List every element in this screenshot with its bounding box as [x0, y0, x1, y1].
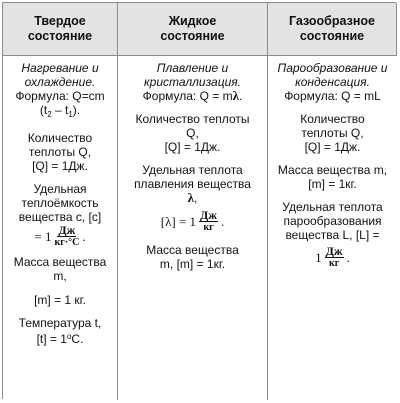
liquid-spec-fraction — [199, 209, 218, 234]
solid-temp-unit-pre: [t] = 1 — [36, 332, 67, 346]
solid-mass — [9, 255, 111, 307]
liquid-spec-formula — [132, 209, 253, 234]
liquid-mass: Масса вещества m, [m] = 1кг. — [146, 243, 239, 271]
liquid-heat — [124, 112, 261, 154]
solid-temp-unit-post: С. — [71, 332, 84, 346]
gas-spec-eq: 1 — [315, 249, 322, 265]
gas-spec-end: . — [346, 249, 350, 265]
gas-mass — [274, 163, 391, 191]
solid-formula-prefix: Формула: Q=cm — [15, 89, 105, 103]
solid-spec-end: . — [82, 228, 86, 244]
states-table — [2, 2, 396, 399]
liquid-heat-qty: Количество теплоты Q, — [135, 112, 250, 140]
gas-formula: Формула: Q = mL — [284, 89, 381, 103]
solid-temp — [9, 316, 111, 346]
header-solid-label: Твердое состояние — [27, 14, 93, 43]
gas-cell — [268, 56, 397, 400]
solid-mass-unit: [m] = 1 кг. — [34, 293, 86, 307]
solid-cell — [3, 56, 118, 400]
liquid-spec-eq: [λ] = 1 — [160, 213, 197, 229]
solid-heat — [9, 131, 111, 173]
liquid-formula-text: Формула: Q = m — [142, 89, 233, 103]
header-liquid — [118, 3, 268, 56]
header-gas — [268, 3, 397, 56]
gas-spec-den: кг — [328, 258, 340, 269]
solid-heat-unit: [Q] = 1Дж. — [32, 159, 88, 173]
liquid-formula — [124, 89, 261, 103]
liquid-heat-unit: [Q] = 1Дж. — [164, 140, 221, 154]
liquid-spec-end: . — [221, 213, 225, 229]
gas-spec-formula — [274, 245, 391, 270]
liquid-spec-comma: , — [194, 191, 198, 205]
solid-spec-eq: = 1 — [34, 228, 52, 244]
gas-heat-unit: [Q] = 1Дж. — [304, 140, 361, 154]
solid-formula-close: ). — [72, 103, 81, 117]
header-solid — [3, 3, 118, 56]
liquid-process: Плавление и кристаллизация. — [143, 61, 242, 89]
solid-mass-label: Масса вещества m, — [13, 255, 107, 283]
solid-temp-deg: о — [66, 332, 72, 341]
liquid-spec-heat-label — [132, 163, 253, 205]
solid-formula — [9, 89, 111, 122]
liquid-formula-end: . — [239, 89, 243, 103]
liquid-spec-lambda: λ — [187, 190, 195, 205]
solid-temp-unit — [9, 330, 111, 346]
gas-spec-fraction — [325, 245, 344, 270]
solid-heat-qty: Количество теплоты Q, — [27, 131, 93, 159]
gas-heat — [274, 112, 391, 154]
solid-spec-formula — [9, 224, 111, 249]
gas-mass-unit: [m] = 1кг. — [308, 177, 357, 191]
solid-spec-heat-label: Удельная теплоёмкость вещества c, [c] — [18, 182, 102, 224]
liquid-formula-lambda: λ — [232, 88, 239, 103]
gas-spec-num: Дж — [325, 244, 343, 258]
gas-spec-heat-label: Удельная теплота парообразования вещества L, [L] = — [282, 200, 383, 242]
liquid-spec-heat-text: Удельная теплота плавления вещества — [134, 163, 251, 191]
liquid-spec-heat — [124, 163, 261, 234]
liquid-cell — [118, 56, 268, 400]
header-liquid-label: Жидкое состояние — [160, 14, 225, 43]
solid-temp-label: Температура t, — [18, 316, 102, 330]
liquid-spec-num: Дж — [200, 208, 217, 222]
gas-mass-label: Масса вещества m, — [277, 163, 388, 177]
solid-formula-minus: – t — [51, 103, 69, 117]
solid-process: Нагревание и охлаждение. — [21, 61, 99, 89]
solid-formula-open: (t — [39, 103, 48, 117]
header-gas-label: Газообразное состояние — [288, 14, 375, 43]
solid-formula-sub2: 2 — [47, 110, 52, 119]
solid-spec-den: кг·°С — [54, 237, 80, 248]
liquid-spec-den: кг — [203, 222, 214, 233]
gas-spec-heat — [274, 200, 391, 270]
gas-process: Парообразование и конденсация. — [277, 61, 388, 89]
solid-formula-sub1: 1 — [68, 110, 73, 119]
solid-spec-heat — [9, 182, 111, 249]
solid-spec-fraction — [54, 224, 79, 249]
gas-heat-qty: Количество теплоты Q, — [300, 112, 365, 140]
solid-spec-num: Дж — [58, 223, 76, 237]
